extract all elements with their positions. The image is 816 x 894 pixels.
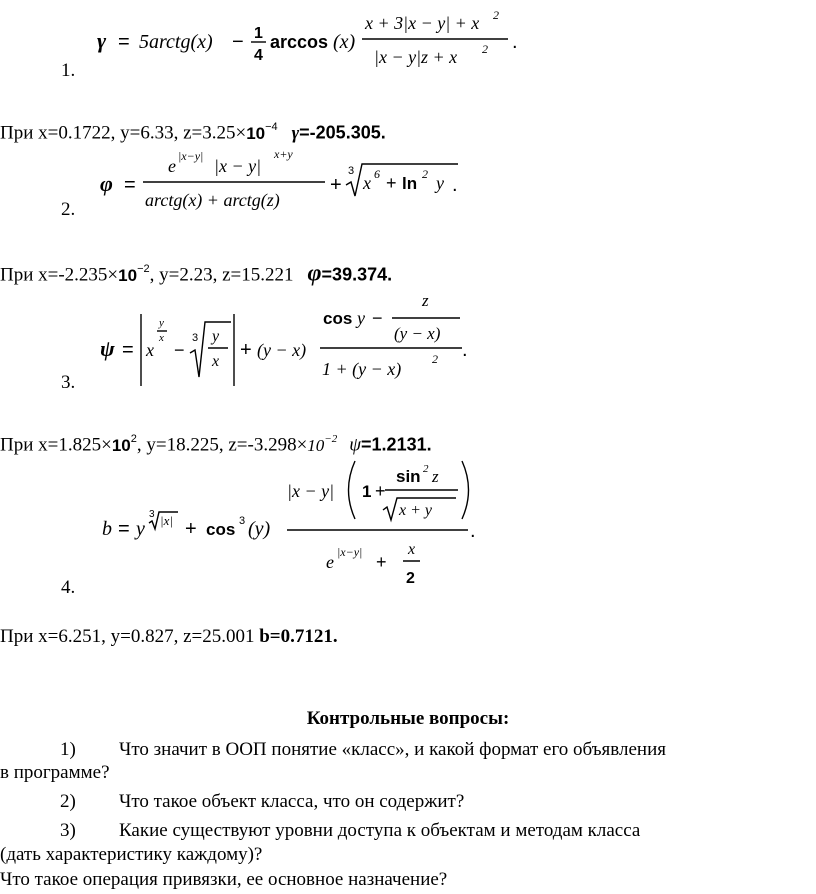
item-3-cond-text-a: При x=1.825×: [0, 434, 112, 456]
item-4-number: 4.: [61, 577, 76, 598]
formula-1-num-sup: 2: [493, 8, 499, 22]
item-4-condition: [0, 626, 338, 648]
formula-1-num-expr: x + 3|x − y| + x: [365, 13, 480, 33]
formula-2-num-abs-sup: x+y: [274, 147, 293, 161]
formula-3-inner-den: (y − x): [394, 324, 441, 343]
item-1-cond-text: При x=0.1722, y=6.33, z=3.25×: [0, 122, 247, 144]
formula-3-plus: +: [240, 339, 252, 361]
formula-4-y-sup-root: [149, 512, 178, 529]
formula-3-eq: =: [122, 339, 134, 361]
formula-3-root-den: x: [212, 353, 220, 370]
formula-1-den-expr: |x − y|z + x: [374, 47, 458, 67]
formula-2-root-x-sup: 6: [374, 167, 380, 181]
formula-4-sin-z: z: [432, 467, 439, 486]
formula-1-minus: −: [232, 31, 244, 53]
formula-4-plus: +: [185, 518, 197, 540]
formula-3-abs-minus: −: [174, 340, 185, 360]
question-2-number: 2): [60, 791, 76, 812]
formula-3-lhs: ψ: [100, 336, 115, 361]
formula-3-root-sign: [190, 322, 231, 377]
item-3-cond-power: $10^2$: [111, 433, 137, 455]
item-2-number: 2.: [61, 199, 76, 220]
formula-4-eq: =: [118, 518, 130, 540]
formula-1-term1: 5arctg(x): [139, 31, 213, 53]
item-3-result-value: =1.2131.: [361, 434, 432, 455]
item-3-cond-text-b: , y=18.225, z=-3.298×: [136, 434, 308, 456]
formula-2-dot: .: [452, 174, 458, 196]
question-1-line-2: в программе?: [0, 762, 110, 783]
formula-4-dot: .: [470, 520, 476, 542]
item-4-result-value: b=0.7121.: [259, 626, 338, 647]
formula-1-eq: =: [118, 31, 130, 53]
formula-4-cos-arg: (y): [248, 518, 271, 540]
formula-4-paren-one: 1: [362, 482, 372, 501]
item-3-cond-power-2: $10^{-2}$: [307, 433, 338, 455]
formula-2-num-e: e: [168, 156, 176, 176]
formula-3-root-index: 3: [192, 332, 199, 344]
formula-3-root-num: y: [212, 328, 220, 345]
formula-1-term2-arg: (x): [333, 31, 356, 53]
formula-2-root-y: y: [436, 173, 444, 193]
formula-4-den-e: e: [326, 552, 334, 572]
formula-3-big-den-sup: 2: [432, 352, 438, 366]
formula-3-big-num-y: y: [357, 308, 365, 328]
question-3-number: 3): [60, 820, 76, 841]
formula-4-sqrt-sign: [383, 498, 456, 520]
formula-3-big-den: 1 + (y − x): [322, 359, 402, 379]
formula-1-den-sup: 2: [482, 42, 488, 56]
item-2-result-value: =39.374.: [321, 264, 393, 285]
item-3-condition: [0, 430, 432, 457]
formula-2-eq: =: [124, 174, 136, 196]
formula-3-mult: (y − x): [257, 340, 307, 360]
formula-2-root-sign: [346, 164, 458, 196]
formula-3-inner-num: z: [422, 291, 429, 310]
formula-4-lhs: b: [102, 518, 112, 540]
formula-2-root-index: 3: [348, 165, 355, 177]
formula-1-frac-num: 1: [254, 25, 263, 42]
formula-1-frac-den: 4: [254, 47, 263, 64]
formula-3-abs-sup-den: x: [159, 332, 164, 344]
item-1-result-symbol: γ: [291, 122, 300, 143]
formula-4-cos-sup: 3: [239, 515, 246, 527]
question-3-line-2: (дать характеристику каждому)?: [0, 844, 263, 865]
formula-2-lhs: φ: [100, 171, 113, 196]
formula-4-den-plus: +: [376, 552, 387, 572]
item-2-cond-text-b: , y=2.23, z=15.221: [149, 264, 294, 286]
formula-1-dot: .: [512, 31, 518, 53]
item-2-result-symbol: φ: [307, 260, 322, 287]
formula-3-abs-sup-num: y: [159, 317, 164, 329]
item-1-number: 1.: [61, 60, 76, 81]
item-1-result-value: =-205.305.: [299, 122, 386, 143]
formula-4-num-abs: |x − y|: [287, 481, 335, 501]
formula-2-root-ln: ln: [402, 174, 418, 193]
formula-2-root-x: x: [363, 173, 371, 193]
question-3-line-1: Какие существуют уровни доступа к объектам и методам класса: [119, 820, 641, 841]
item-3-result-symbol: ψ: [349, 434, 362, 456]
formula-2-root-plus: +: [386, 173, 397, 193]
formula-3-big-num-cos: cos: [323, 309, 353, 328]
item-2-condition: [0, 260, 392, 287]
formula-2-plus: +: [330, 174, 342, 196]
question-1-line-1: Что значит в ООП понятие «класс», и какой формат его объявления: [119, 739, 667, 760]
question-4-line-1: Что такое операция привязки, ее основное назначение?: [0, 869, 448, 890]
formula-4-paren-right: [462, 461, 469, 519]
formula-4-y: y: [136, 518, 145, 540]
formula-3-big-num-minus: −: [372, 308, 383, 328]
formula-2-den-expr: arctg(x) + arctg(z): [145, 190, 280, 210]
formula-4-sin: sin: [396, 467, 421, 486]
formula-4-paren-left: [349, 461, 356, 519]
formula-4-sqrt-expr: x + y: [399, 502, 432, 519]
formula-4-y-sup-index: 3: [149, 509, 155, 520]
formula-3-abs-x: x: [146, 340, 154, 360]
formula-1-lhs: γ: [97, 28, 107, 53]
item-4-cond-text: При x=6.251, y=0.827, z=25.001: [0, 626, 260, 647]
formula-4-den-frac-num: x: [408, 541, 416, 558]
formula-4-sin-sup: 2: [423, 463, 429, 475]
item-2-cond-text-a: При x=-2.235×: [0, 264, 119, 286]
formula-2-num-abs: |x − y|: [214, 156, 262, 176]
formula-2-num-e-sup: |x−y|: [178, 149, 204, 163]
formula-2-root-ln-sup: 2: [422, 167, 428, 181]
formula-4-y-sup-expr: |x|: [160, 513, 173, 528]
item-3-number: 3.: [61, 372, 76, 393]
formula-1-term2: arccos: [270, 32, 329, 52]
formula-4-paren-plus: +: [375, 481, 386, 501]
item-2-cond-power: $10^{-2}$: [118, 263, 150, 285]
question-2-line-1: Что такое объект класса, что он содержит?: [119, 791, 465, 812]
item-1-condition: [0, 118, 386, 145]
formula-4-den-frac-den: 2: [406, 570, 415, 587]
question-1-number: 1): [60, 739, 76, 760]
questions-heading: Контрольные вопросы:: [306, 708, 510, 729]
item-1-cond-power: $10^{-4}$: [246, 121, 278, 143]
formula-4-cos: cos: [206, 520, 236, 539]
formula-4-den-e-sup: |x−y|: [337, 545, 363, 559]
formula-3-dot: .: [462, 339, 468, 361]
